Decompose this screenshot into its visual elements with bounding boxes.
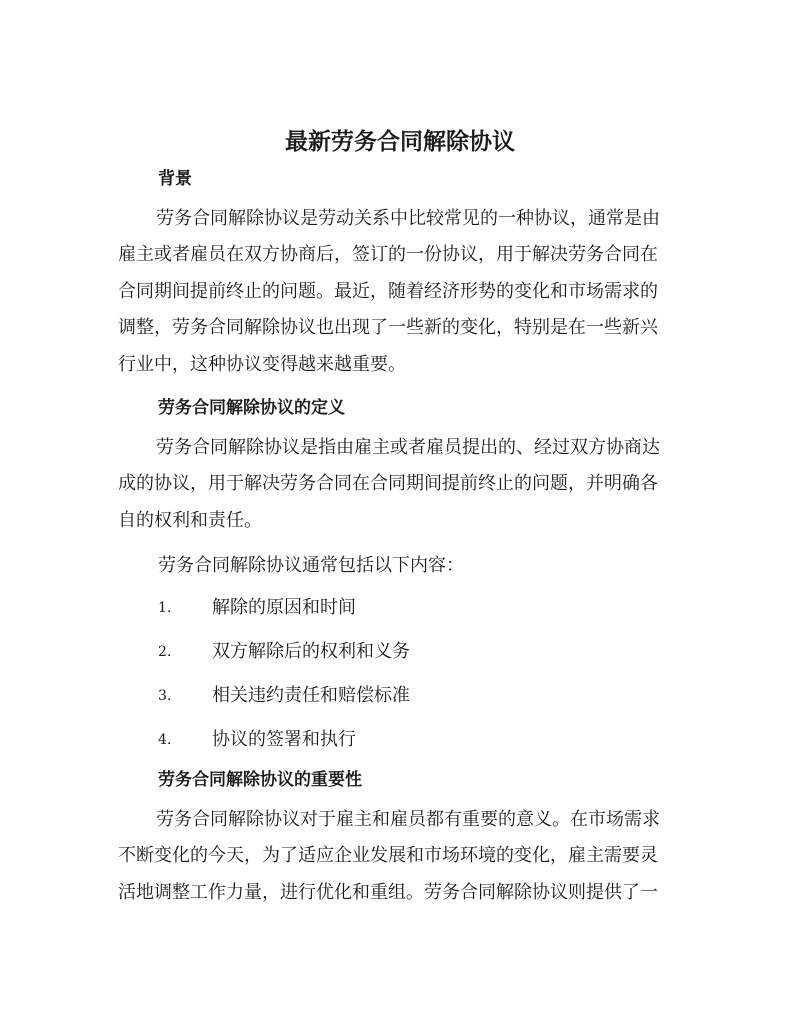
paragraph-definition xyxy=(118,430,678,539)
section-heading-definition: 劳务合同解除协议的定义 xyxy=(158,398,345,418)
document-title: 最新劳务合同解除协议 xyxy=(285,128,515,155)
paragraph-background xyxy=(118,201,678,383)
list-text: 协议的签署和执行 xyxy=(212,729,356,750)
paragraph-line: 成的协议，用于解决劳务合同在合同期间提前终止的问题，并明确各 xyxy=(118,473,658,495)
list-text: 相关违约责任和赔偿标准 xyxy=(212,685,410,706)
paragraph-line: 劳务合同解除协议是劳动关系中比较常见的一种协议，通常是由 xyxy=(156,208,660,229)
section-heading-background: 背景 xyxy=(158,169,192,189)
list-number: 4. xyxy=(158,732,172,748)
list-text: 解除的原因和时间 xyxy=(212,597,356,618)
paragraph-line: 劳务合同解除协议是指由雇主或者雇员提出的、经过双方协商达 xyxy=(156,437,660,458)
paragraph-line: 活地调整工作力量，进行优化和重组。劳务合同解除协议则提供了一 xyxy=(118,881,658,903)
list-intro: 劳务合同解除协议通常包括以下内容： xyxy=(158,555,464,576)
paragraph-line: 劳务合同解除协议对于雇主和雇员都有重要的意义。在市场需求 xyxy=(156,809,660,830)
paragraph-line: 自的权利和责任。 xyxy=(118,509,262,531)
paragraph-line: 合同期间提前终止的问题。最近，随着经济形势的变化和市场需求的 xyxy=(118,280,658,302)
paragraph-importance xyxy=(118,802,678,911)
paragraph-line: 行业中，这种协议变得越来越重要。 xyxy=(118,353,406,375)
section-heading-importance: 劳务合同解除协议的重要性 xyxy=(158,770,362,790)
list-text: 双方解除后的权利和义务 xyxy=(212,641,410,662)
paragraph-line: 不断变化的今天，为了适应企业发展和市场环境的变化，雇主需要灵 xyxy=(118,845,658,867)
list-number: 2. xyxy=(158,644,172,660)
paragraph-line: 雇主或者雇员在双方协商后，签订的一份协议，用于解决劳务合同在 xyxy=(118,244,658,266)
paragraph-line: 调整，劳务合同解除协议也出现了一些新的变化，特别是在一些新兴 xyxy=(118,317,658,339)
list-number: 1. xyxy=(158,600,172,616)
list-number: 3. xyxy=(158,688,172,704)
